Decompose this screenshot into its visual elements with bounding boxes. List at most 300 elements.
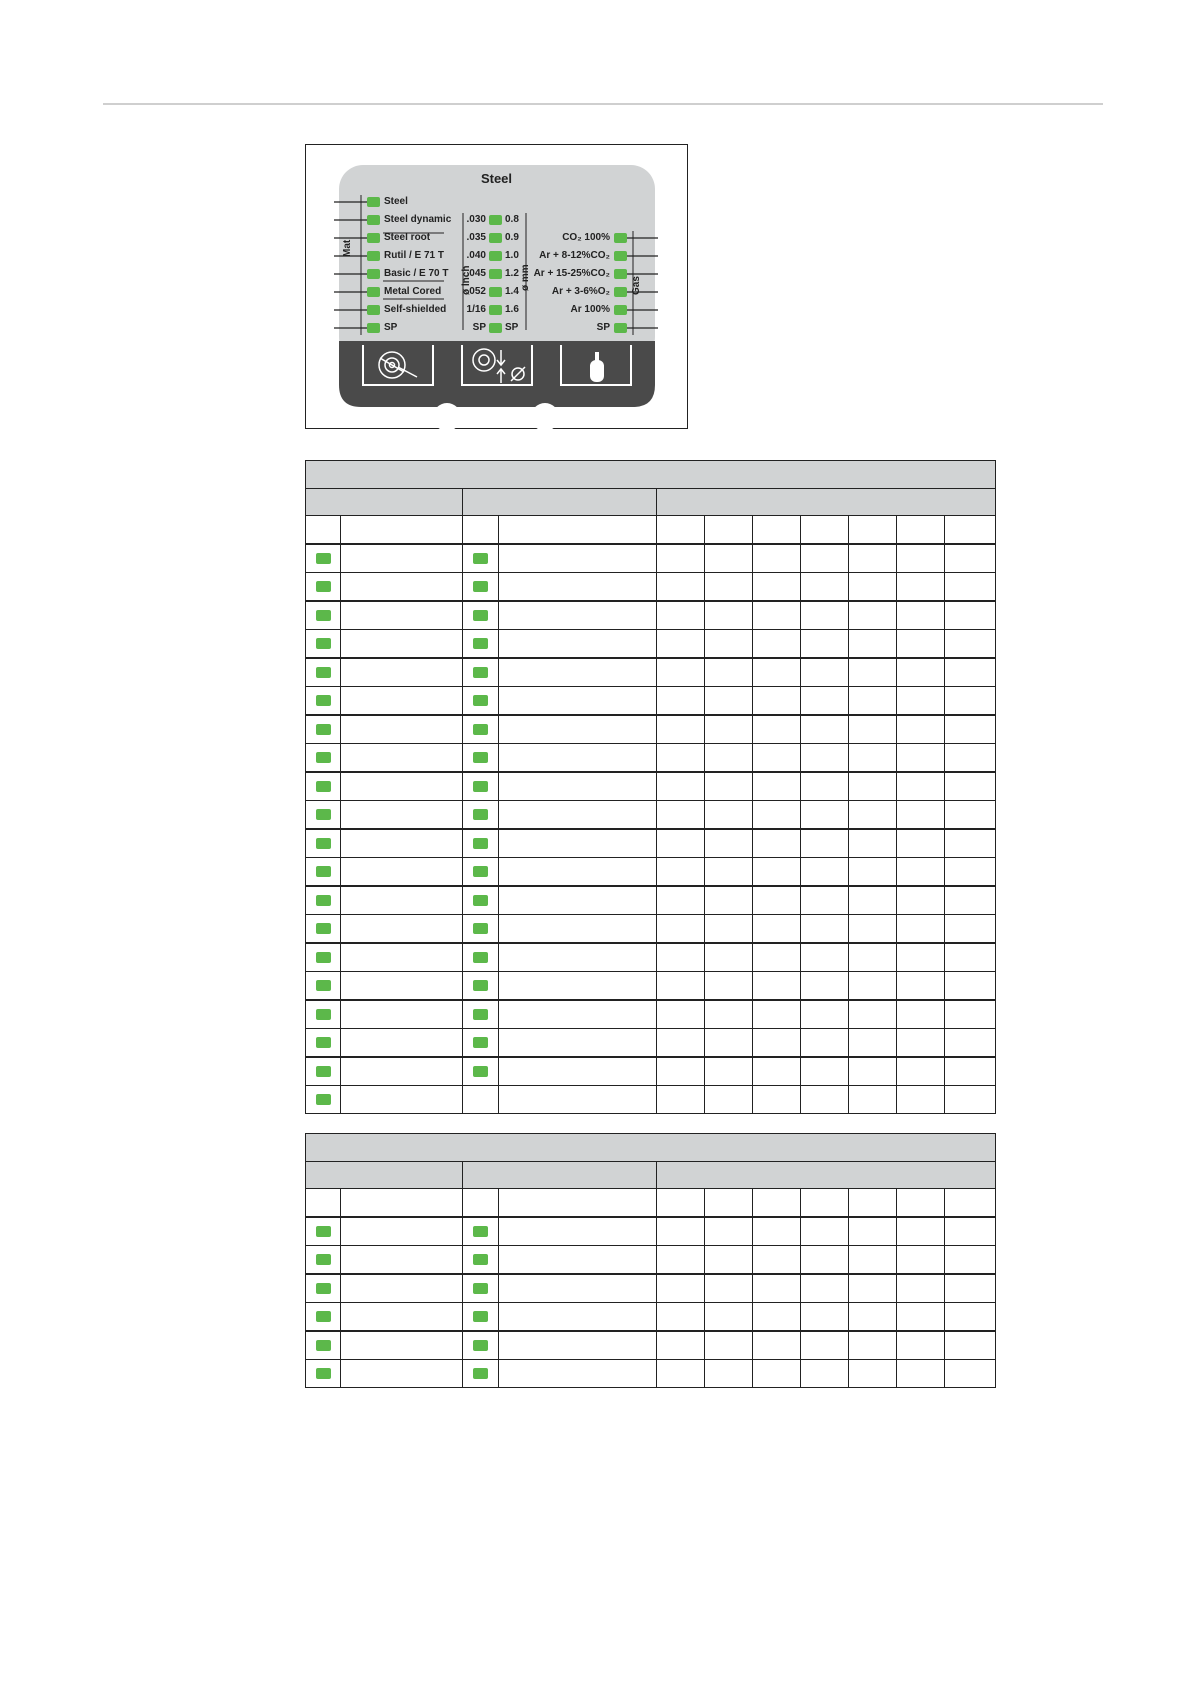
- led-indicator-icon: [473, 724, 488, 735]
- table-cell: [801, 544, 849, 573]
- table-cell: [945, 630, 996, 659]
- table-cell: [341, 687, 463, 716]
- table-body: [306, 1134, 996, 1388]
- group-header-cell: [306, 489, 463, 516]
- table-cell: [306, 658, 341, 687]
- table-row: [306, 1029, 996, 1058]
- table-cell: [463, 1000, 499, 1029]
- table-cell: [753, 601, 801, 630]
- table-cell: [463, 1303, 499, 1332]
- table-cell: [753, 687, 801, 716]
- table-cell: [897, 715, 945, 744]
- table-row: [306, 744, 996, 773]
- table-cell: [897, 1057, 945, 1086]
- table-cell: [849, 1086, 897, 1114]
- table-cell: [945, 1303, 996, 1332]
- table-cell: [753, 544, 801, 573]
- table-cell: [801, 943, 849, 972]
- table-cell: [753, 1331, 801, 1360]
- table-cell: [657, 516, 705, 545]
- led-indicator-icon: [316, 895, 331, 906]
- led-indicator-icon: [473, 1254, 488, 1265]
- table-row: [306, 1246, 996, 1275]
- table-cell: [657, 1246, 705, 1275]
- led-indicator-icon: [316, 1094, 331, 1105]
- table-cell: [499, 915, 657, 944]
- table-cell: [705, 601, 753, 630]
- table-cell: [657, 772, 705, 801]
- table-cell: [753, 573, 801, 602]
- table-cell: [945, 772, 996, 801]
- table-cell: [849, 915, 897, 944]
- table-cell: [705, 715, 753, 744]
- led-indicator-icon: [473, 1009, 488, 1020]
- table-cell: [306, 772, 341, 801]
- table-title-cell: [306, 1134, 996, 1162]
- table-cell: [897, 1029, 945, 1058]
- led-indicator-icon: [473, 1283, 488, 1294]
- led-indicator-icon: [316, 1368, 331, 1379]
- table-cell: [945, 915, 996, 944]
- table-cell: [657, 943, 705, 972]
- table-cell: [499, 1057, 657, 1086]
- table-cell: [945, 801, 996, 830]
- table-cell: [463, 858, 499, 887]
- table-cell: [849, 1057, 897, 1086]
- gas-label: Ar + 15-25%CO₂: [533, 268, 610, 279]
- table-cell: [897, 544, 945, 573]
- group-header-cell: [657, 489, 996, 516]
- table-cell: [801, 1086, 849, 1114]
- diameter-mm-axis-label: ø mm: [520, 264, 531, 291]
- led-indicator-icon: [316, 553, 331, 564]
- table-cell: [705, 1029, 753, 1058]
- led-indicator-icon: [316, 1037, 331, 1048]
- led-indicator-icon: [473, 923, 488, 934]
- table-cell: [463, 829, 499, 858]
- table-cell: [801, 858, 849, 887]
- table-cell: [897, 573, 945, 602]
- table-row: [306, 1331, 996, 1360]
- table-cell: [897, 601, 945, 630]
- table-cell: [306, 601, 341, 630]
- table-cell: [945, 886, 996, 915]
- table-cell: [705, 1246, 753, 1275]
- table-cell: [306, 687, 341, 716]
- table-cell: [897, 943, 945, 972]
- led-indicator-icon: [316, 1254, 331, 1265]
- table-cell: [499, 1029, 657, 1058]
- table-cell: [341, 715, 463, 744]
- table-cell: [657, 1000, 705, 1029]
- table-cell: [341, 1274, 463, 1303]
- table-row: [306, 630, 996, 659]
- table-cell: [801, 1029, 849, 1058]
- table-cell: [753, 1303, 801, 1332]
- diameter-mm-label: 1.4: [505, 286, 519, 297]
- table-row: [306, 858, 996, 887]
- table-row: [306, 1217, 996, 1246]
- group-header-cell: [657, 1162, 996, 1189]
- table-cell: [897, 972, 945, 1001]
- table-cell: [753, 1360, 801, 1388]
- table-row: [306, 544, 996, 573]
- table-row: [306, 1274, 996, 1303]
- table-row: [306, 801, 996, 830]
- table-cell: [897, 1274, 945, 1303]
- table-cell: [753, 772, 801, 801]
- table-cell: [341, 1057, 463, 1086]
- table-cell: [341, 658, 463, 687]
- gas-label: Ar + 3-6%O₂: [551, 286, 610, 297]
- table-cell: [705, 1217, 753, 1246]
- table-cell: [705, 744, 753, 773]
- table-cell: [463, 1331, 499, 1360]
- table-cell: [705, 915, 753, 944]
- table-cell: [801, 630, 849, 659]
- table-cell: [657, 573, 705, 602]
- led-indicator-icon: [316, 1283, 331, 1294]
- table-cell: [945, 744, 996, 773]
- table-cell: [463, 516, 499, 545]
- led-indicator-icon: [473, 866, 488, 877]
- table-cell: [849, 544, 897, 573]
- table-cell: [341, 943, 463, 972]
- led-indicator-icon: [316, 610, 331, 621]
- table-cell: [463, 886, 499, 915]
- led-indicator-icon: [316, 695, 331, 706]
- table-cell: [849, 801, 897, 830]
- table-cell: [463, 772, 499, 801]
- table-cell: [897, 744, 945, 773]
- led-indicator-icon: [473, 581, 488, 592]
- table-cell: [945, 1331, 996, 1360]
- table-cell: [306, 1303, 341, 1332]
- led-indicator-icon: [473, 980, 488, 991]
- table-cell: [341, 772, 463, 801]
- table-cell: [897, 1000, 945, 1029]
- table-cell: [849, 972, 897, 1001]
- table-cell: [801, 829, 849, 858]
- table-cell: [463, 1360, 499, 1388]
- diameter-mm-label: SP: [505, 322, 519, 333]
- table-cell: [753, 829, 801, 858]
- table-cell: [849, 1331, 897, 1360]
- table-row: [306, 658, 996, 687]
- table-cell: [897, 1360, 945, 1388]
- table-cell: [499, 772, 657, 801]
- table-cell: [945, 1274, 996, 1303]
- table-cell: [657, 658, 705, 687]
- table-cell: [849, 772, 897, 801]
- led-indicator-icon: [316, 809, 331, 820]
- table-cell: [463, 972, 499, 1001]
- page-header-rule: [103, 103, 1103, 105]
- table-cell: [753, 1189, 801, 1218]
- led-indicator-icon: [473, 667, 488, 678]
- gas-label: SP: [596, 322, 610, 333]
- table-cell: [705, 886, 753, 915]
- table-cell: [753, 1246, 801, 1275]
- table-cell: [306, 1360, 341, 1388]
- table-cell: [945, 1029, 996, 1058]
- table-cell: [306, 801, 341, 830]
- table-cell: [849, 886, 897, 915]
- led-indicator-icon: [473, 638, 488, 649]
- table-cell: [705, 544, 753, 573]
- gas-label: Ar + 8-12%CO₂: [539, 250, 610, 261]
- table-body: [306, 461, 996, 1114]
- table-row: [306, 1086, 996, 1114]
- led-indicator-icon: [316, 838, 331, 849]
- led-indicator-icon: [316, 1066, 331, 1077]
- table-cell: [341, 1029, 463, 1058]
- material-label: SP: [384, 322, 398, 333]
- table-cell: [945, 943, 996, 972]
- gas-label: CO₂ 100%: [562, 232, 610, 243]
- diameter-mm-label: 1.6: [505, 304, 519, 315]
- table-cell: [945, 1086, 996, 1114]
- led-indicator-icon: [316, 866, 331, 877]
- table-cell: [801, 1331, 849, 1360]
- table-cell: [306, 972, 341, 1001]
- led-indicator-icon: [473, 952, 488, 963]
- led-indicator-icon: [316, 923, 331, 934]
- table-cell: [801, 886, 849, 915]
- table-cell: [897, 772, 945, 801]
- diameter-inch-label: .035: [466, 232, 486, 243]
- table-cell: [753, 915, 801, 944]
- table-cell: [306, 630, 341, 659]
- table-cell: [499, 1331, 657, 1360]
- table-cell: [801, 687, 849, 716]
- table-cell: [499, 829, 657, 858]
- table-cell: [341, 1189, 463, 1218]
- table-cell: [306, 886, 341, 915]
- table-cell: [499, 630, 657, 659]
- table-cell: [753, 1029, 801, 1058]
- table-cell: [657, 744, 705, 773]
- table-cell: [463, 630, 499, 659]
- table-cell: [897, 1246, 945, 1275]
- table-cell: [753, 972, 801, 1001]
- table-cell: [499, 658, 657, 687]
- table-row: [306, 1000, 996, 1029]
- table-cell: [306, 1000, 341, 1029]
- table-cell: [341, 744, 463, 773]
- led-indicator-icon: [473, 781, 488, 792]
- table-cell: [753, 630, 801, 659]
- led-indicator-icon: [316, 581, 331, 592]
- table-cell: [945, 829, 996, 858]
- table-row: [306, 829, 996, 858]
- table-cell: [499, 943, 657, 972]
- table-cell: [801, 601, 849, 630]
- group-header-cell: [306, 1162, 463, 1189]
- table-cell: [945, 715, 996, 744]
- led-indicator-icon: [316, 667, 331, 678]
- characteristics-table-2: [305, 1133, 996, 1388]
- material-label: Steel root: [384, 232, 431, 243]
- table-cell: [897, 886, 945, 915]
- table-cell: [753, 658, 801, 687]
- table-cell: [341, 1086, 463, 1114]
- table-cell: [499, 1189, 657, 1218]
- led-indicator-icon: [473, 1066, 488, 1077]
- led-indicator-icon: [473, 838, 488, 849]
- table-cell: [306, 1274, 341, 1303]
- table-cell: [705, 1331, 753, 1360]
- table-row: [306, 715, 996, 744]
- led-indicator-icon: [473, 895, 488, 906]
- table-cell: [499, 1217, 657, 1246]
- table-row: [306, 601, 996, 630]
- table-cell: [306, 1029, 341, 1058]
- table-cell: [463, 658, 499, 687]
- table-cell: [849, 829, 897, 858]
- table-cell: [801, 772, 849, 801]
- table-cell: [897, 1303, 945, 1332]
- table-cell: [341, 1331, 463, 1360]
- led-indicator-icon: [316, 1009, 331, 1020]
- table-cell: [341, 1000, 463, 1029]
- table-cell: [897, 915, 945, 944]
- table-cell: [801, 1303, 849, 1332]
- table-cell: [801, 972, 849, 1001]
- table-group-row: [306, 489, 996, 516]
- table-row: [306, 1057, 996, 1086]
- table-cell: [306, 1057, 341, 1086]
- table-cell: [306, 1331, 341, 1360]
- table-cell: [753, 1274, 801, 1303]
- table-cell: [341, 1217, 463, 1246]
- table-title-row: [306, 461, 996, 489]
- diameter-mm-label: 1.0: [505, 250, 519, 261]
- material-label: Metal Cored: [384, 286, 442, 297]
- table-cell: [306, 829, 341, 858]
- table-cell: [849, 516, 897, 545]
- table-cell: [499, 715, 657, 744]
- table-cell: [705, 1303, 753, 1332]
- table-cell: [849, 1029, 897, 1058]
- table-cell: [705, 658, 753, 687]
- led-indicator-icon: [316, 638, 331, 649]
- table-cell: [306, 516, 341, 545]
- led-indicator-icon: [316, 980, 331, 991]
- table-cell: [801, 573, 849, 602]
- table-cell: [753, 744, 801, 773]
- table-cell: [705, 1360, 753, 1388]
- table-cell: [801, 516, 849, 545]
- table-cell: [801, 1000, 849, 1029]
- table-cell: [499, 1360, 657, 1388]
- table-cell: [705, 516, 753, 545]
- diameter-inch-label: .045: [466, 268, 486, 279]
- group-header-cell: [463, 1162, 657, 1189]
- table-cell: [753, 715, 801, 744]
- led-indicator-icon: [316, 781, 331, 792]
- table-cell: [499, 601, 657, 630]
- table-cell: [705, 801, 753, 830]
- table-cell: [306, 544, 341, 573]
- table-cell: [341, 573, 463, 602]
- table-cell: [945, 1000, 996, 1029]
- led-indicator-icon: [316, 752, 331, 763]
- material-label: Rutil / E 71 T: [384, 250, 445, 261]
- table-cell: [849, 1303, 897, 1332]
- table-cell: [657, 544, 705, 573]
- table-cell: [499, 687, 657, 716]
- diameter-inch-axis-label: ø inch: [461, 265, 472, 295]
- control-panel-figure: [305, 144, 688, 429]
- table-cell: [499, 1086, 657, 1114]
- table-cell: [801, 801, 849, 830]
- diameter-inch-label: .030: [466, 214, 486, 225]
- material-label: Steel dynamic: [384, 214, 452, 225]
- table-cell: [463, 601, 499, 630]
- table-cell: [753, 1217, 801, 1246]
- table-cell: [849, 858, 897, 887]
- table-cell: [341, 801, 463, 830]
- table-cell: [849, 715, 897, 744]
- table-cell: [705, 943, 753, 972]
- material-label: Steel: [384, 196, 408, 207]
- table-cell: [657, 801, 705, 830]
- table-cell: [897, 801, 945, 830]
- table-title-row: [306, 1134, 996, 1162]
- table-cell: [945, 1189, 996, 1218]
- table-cell: [705, 573, 753, 602]
- table-cell: [849, 658, 897, 687]
- table-cell: [657, 972, 705, 1001]
- table-cell: [499, 516, 657, 545]
- table-cell: [657, 829, 705, 858]
- table-cell: [341, 858, 463, 887]
- table-row: [306, 687, 996, 716]
- table-title-cell: [306, 461, 996, 489]
- led-indicator-icon: [316, 724, 331, 735]
- table-cell: [463, 943, 499, 972]
- table-cell: [945, 1246, 996, 1275]
- table-cell: [753, 801, 801, 830]
- table-cell: [801, 915, 849, 944]
- table-subheader-row: [306, 1189, 996, 1218]
- led-indicator-icon: [473, 553, 488, 564]
- table-cell: [801, 744, 849, 773]
- table-cell: [463, 544, 499, 573]
- led-indicator-icon: [473, 809, 488, 820]
- diameter-inch-label: 1/16: [466, 304, 486, 315]
- table-cell: [897, 1086, 945, 1114]
- table-cell: [705, 1086, 753, 1114]
- table-cell: [306, 715, 341, 744]
- led-indicator-icon: [473, 1340, 488, 1351]
- table-cell: [897, 858, 945, 887]
- table-cell: [897, 687, 945, 716]
- table-cell: [897, 516, 945, 545]
- table-cell: [657, 1057, 705, 1086]
- table-cell: [801, 1189, 849, 1218]
- table-cell: [849, 1246, 897, 1275]
- table-cell: [801, 658, 849, 687]
- table-cell: [849, 1274, 897, 1303]
- table-cell: [499, 858, 657, 887]
- led-indicator-icon: [473, 610, 488, 621]
- table-cell: [849, 744, 897, 773]
- table-cell: [945, 1057, 996, 1086]
- gas-label: Ar 100%: [570, 304, 610, 315]
- table-cell: [897, 1189, 945, 1218]
